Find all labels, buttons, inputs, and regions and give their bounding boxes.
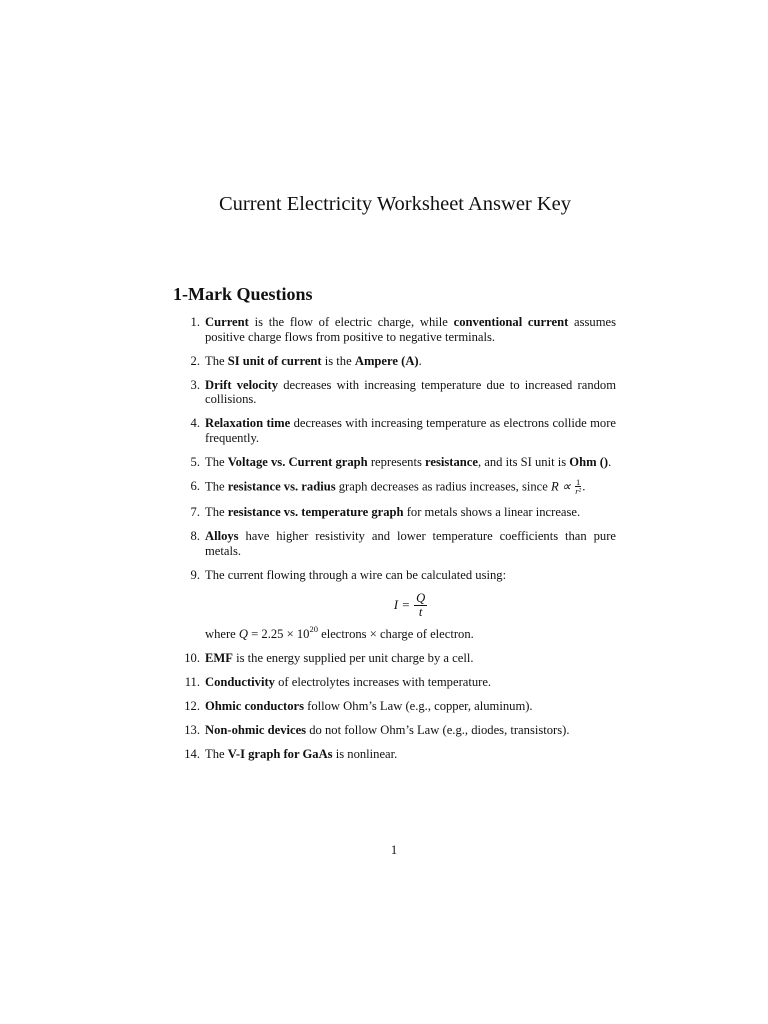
bold-term: Current [205,315,249,329]
item-text [205,378,616,407]
text-run: of electrolytes increases with temperature. [274,675,492,689]
bold-term: Non-ohmic devices [205,723,307,737]
bold-term: Voltage vs. Current graph [227,454,368,469]
text-run: , and its SI unit is [477,454,570,469]
list-item [173,699,616,714]
text-run: do not follow Ohm’s Law (e.g., diodes, transistors). [306,723,570,737]
text-run: for metals shows a linear increase. [403,505,581,519]
item-text [205,354,616,369]
list-item [173,747,616,762]
item-number: 14. [184,747,200,761]
bold-term: SI unit of current [227,353,322,368]
fraction-numerator: 1 [576,476,581,487]
bold-term: V-I graph for GaAs [227,747,333,761]
list-item [173,354,616,369]
list-item [173,651,616,666]
item-number: 11. [184,675,200,689]
text-run: graph decreases as radius increases, since [335,478,552,493]
list-item [173,455,616,470]
item-number: 12. [184,699,200,713]
bold-term: Relaxation time [205,416,291,430]
bold-term: Drift velocity [205,377,279,392]
text-run: The current flowing through a wire can be calculated using: [205,567,507,582]
item-text [205,651,616,666]
text-run: The [205,454,228,469]
text-run: The [205,478,228,493]
item-number: 7. [190,505,200,519]
item-text [205,747,616,762]
text-run: = 2.25 × 10 [248,627,310,641]
equation-lhs: I = [393,597,411,613]
text-run: The [205,505,228,519]
list-item [173,378,616,407]
inline-fraction [575,478,581,495]
item-number: 5. [190,454,200,469]
item-text [205,505,616,520]
list-item [173,476,616,496]
text-run: decreases with increasing temperature as electrons collide more frequently. [205,416,616,445]
bold-term: Ampere (A) [354,353,419,368]
item-number: 6. [190,478,200,493]
bold-term: resistance [425,454,478,469]
item-text [205,568,616,583]
item-number: 2. [190,353,200,368]
item-text [205,675,616,690]
page-number: 1 [390,843,398,857]
text-run: have higher resistivity and lower temperature coefficients than pure metals. [205,529,616,558]
text-run: is the energy supplied per unit charge by a cell. [232,651,474,665]
text-run: assumes positive charge flows from positive to negative terminals. [205,315,616,344]
text-run: The [205,747,228,761]
text-run: . [418,353,422,368]
bold-term: Ohmic conductors [205,699,304,713]
fraction-denominator: t [418,605,423,619]
list-item [173,505,616,520]
item-text [205,315,616,344]
text-run: decreases with increasing temperature due to increased random collisions. [205,377,617,406]
item-number: 10. [184,651,200,665]
bold-term: Ohm () [569,454,609,469]
item-text [205,529,616,558]
bold-term: resistance vs. radius [227,478,336,493]
exponent: 20 [309,623,318,634]
text-run: is the [321,353,355,368]
text-run: is nonlinear. [332,747,398,761]
text-run: is the flow of electric charge, while [248,315,454,329]
item-number: 3. [190,377,200,392]
fraction-numerator: Q [416,591,426,605]
item-number: 9. [190,567,200,582]
item-number: 8. [190,529,200,543]
item-number: 1. [190,315,200,329]
text-run: follow Ohm’s Law (e.g., copper, aluminum). [304,699,533,713]
question-list [173,315,616,771]
text-run: where [205,627,239,641]
list-item [173,723,616,738]
bold-term: Conductivity [205,675,275,689]
bold-term: Alloys [205,529,239,543]
text-run: represents [367,454,426,469]
text-run: . [608,454,612,469]
section-heading: 1-Mark Questions [173,284,313,304]
display-equation [205,592,616,619]
list-item [173,675,616,690]
text-run: electrons × charge of electron. [317,627,474,641]
page-title: Current Electricity Worksheet Answer Key [218,193,572,215]
item-text [205,455,616,470]
bold-term: EMF [205,651,233,665]
bold-term: resistance vs. temperature graph [227,505,404,519]
list-item [173,315,616,344]
text-run: The [205,353,228,368]
item-text-continued [205,623,616,642]
math-expression: R ∝ [551,478,575,493]
equation-fraction [414,592,427,619]
bold-term: conventional current [453,315,569,329]
list-item [173,529,616,558]
item-text [205,476,616,496]
text-run: . [582,478,586,493]
item-text [205,723,616,738]
math-expression: Q [238,627,249,641]
item-text [205,699,616,714]
item-text [205,416,616,445]
list-item [173,416,616,445]
fraction-denominator: r² [575,485,582,496]
list-item [173,568,616,642]
item-number: 4. [190,416,200,430]
item-number: 13. [184,723,200,737]
